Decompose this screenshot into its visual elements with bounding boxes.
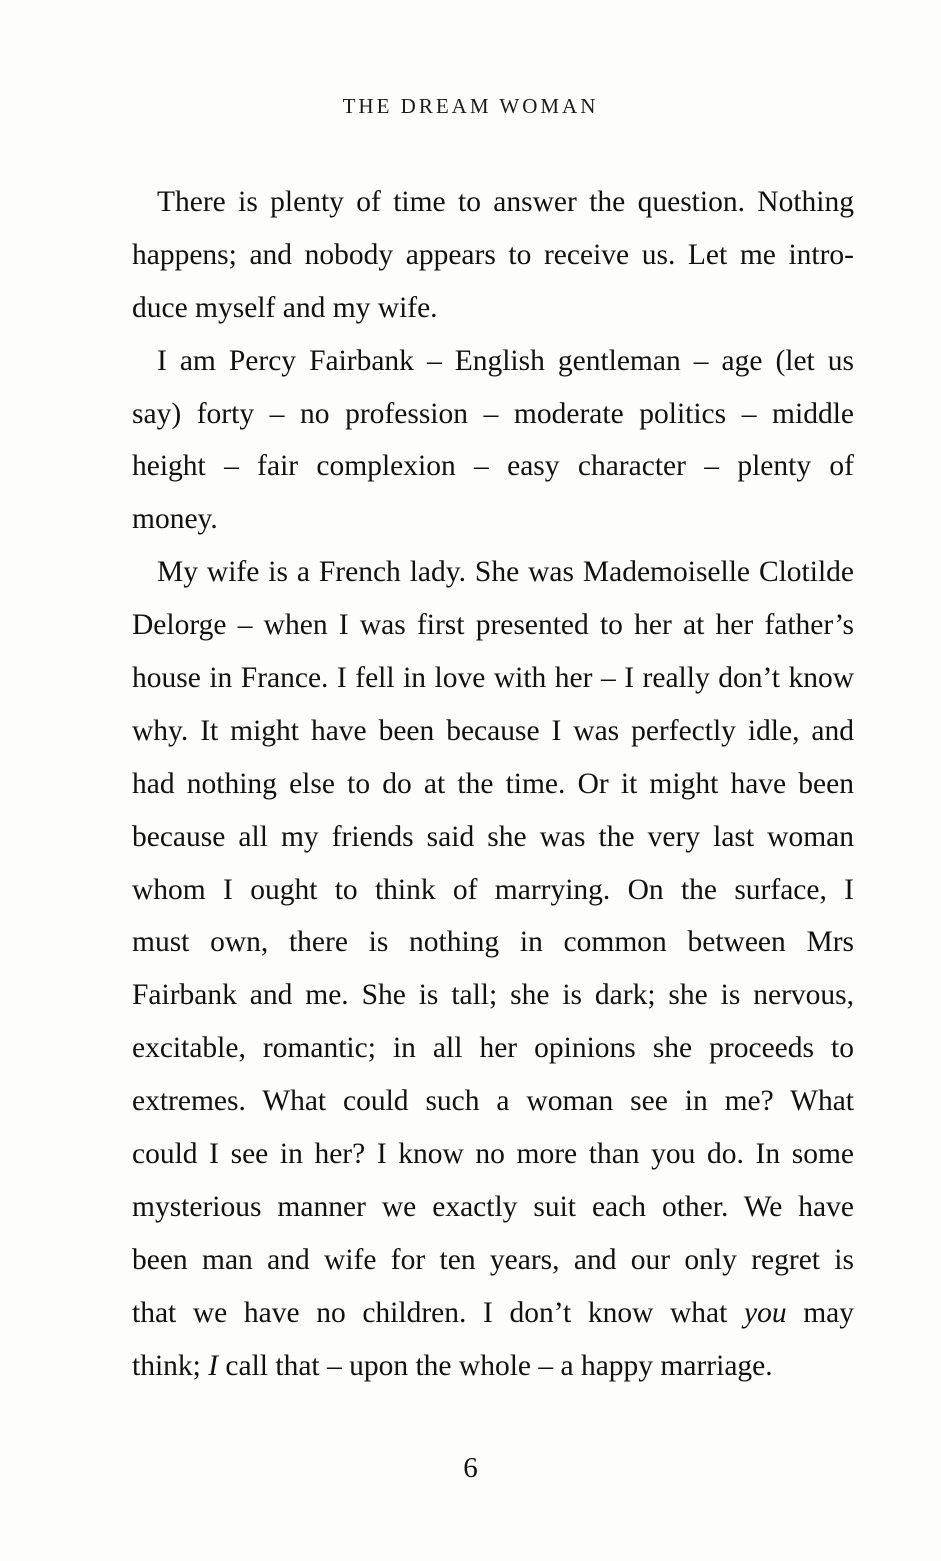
text-run: may xyxy=(786,1296,854,1329)
text-line: duce myself and my wife. xyxy=(132,291,438,324)
italic-word: I xyxy=(208,1349,219,1382)
text-line: been man and wife for ten years, and our only regret is xyxy=(132,1243,854,1276)
text-run: think; xyxy=(132,1349,209,1382)
italic-word: you xyxy=(743,1296,787,1329)
text-line: My wife is a French lady. She was Mademoiselle Clotilde xyxy=(157,556,854,589)
running-head: THE DREAM WOMAN xyxy=(342,94,599,118)
text-run: that we have no children. I don’t know what xyxy=(132,1296,744,1329)
text-line: height – fair complexion – easy character – plenty of xyxy=(132,450,854,483)
text-line: excitable, romantic; in all her opinions she proceeds to xyxy=(132,1032,854,1065)
text-line: Fairbank and me. She is tall; she is dark; she is nervous, xyxy=(132,979,854,1012)
text-line: house in France. I fell in love with her – I really don’t know xyxy=(132,662,854,695)
text-line: mysterious manner we exactly suit each other. We have xyxy=(132,1190,854,1223)
text-line: I am Percy Fairbank – English gentleman – age (let us xyxy=(157,344,854,377)
text-line: must own, there is nothing in common between Mrs xyxy=(132,926,854,959)
text-line: why. It might have been because I was perfectly idle, and xyxy=(132,714,854,747)
text-line: whom I ought to think of marrying. On the surface, I xyxy=(132,873,854,906)
paragraph-1 xyxy=(132,176,854,335)
text-line: money. xyxy=(132,503,218,536)
text-line: could I see in her? I know no more than you do. In some xyxy=(132,1138,854,1171)
text-line: say) forty – no profession – moderate politics – middle xyxy=(132,397,854,430)
text-line: Delorge – when I was first presented to her at her father’s xyxy=(132,609,854,642)
text-run: call that – upon the whole – a happy marriage. xyxy=(218,1349,773,1382)
text-line: had nothing else to do at the time. Or it might have been xyxy=(132,767,854,800)
text-line: happens; and nobody appears to receive us. Let me intro- xyxy=(132,238,854,271)
paragraph-3 xyxy=(132,546,854,1392)
text-line-italic-i xyxy=(132,1340,854,1393)
page-number: 6 xyxy=(463,1452,478,1484)
body-text xyxy=(132,176,854,1392)
text-line: There is plenty of time to answer the question. Nothing xyxy=(157,186,854,218)
text-line: extremes. What could such a woman see in me? What xyxy=(132,1085,854,1118)
text-line-italic-you xyxy=(132,1287,854,1340)
paragraph-2 xyxy=(132,335,854,547)
text-line: because all my friends said she was the very last woman xyxy=(132,820,854,853)
